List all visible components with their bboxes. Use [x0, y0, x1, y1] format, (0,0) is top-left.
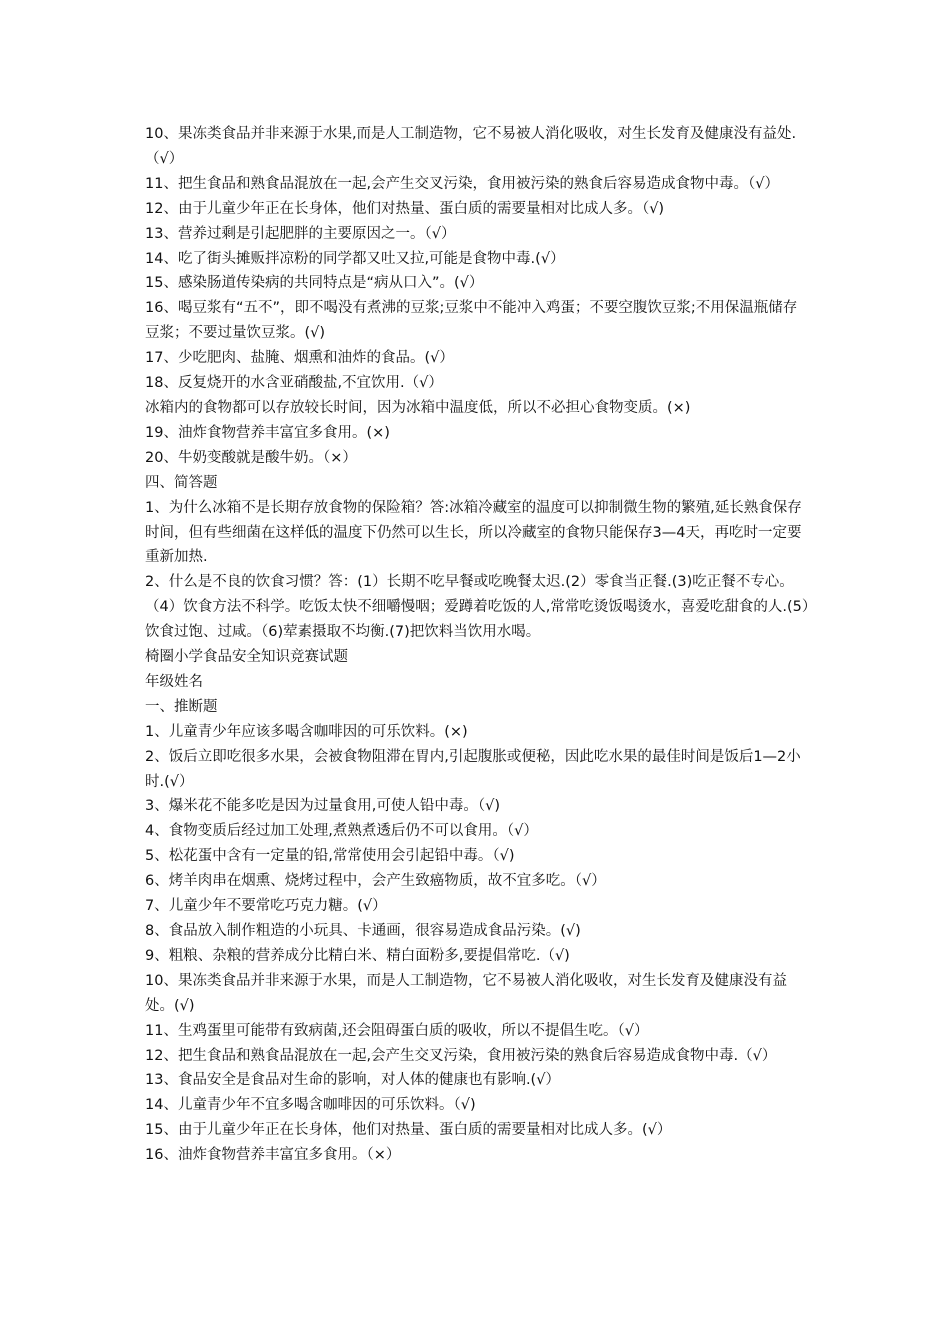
- text-line: 18、反复烧开的水含亚硝酸盐,不宜饮用.（√）: [145, 375, 443, 392]
- text-line: 16、油炸食物营养丰富宜多食用。（×）: [145, 1147, 401, 1164]
- text-line: 7、儿童少年不要常吃巧克力糖。(√）: [145, 898, 387, 915]
- text-line: 10、果冻类食品并非来源于水果,而是人工制造物，它不易被人消化吸收，对生长发育及健康没有益处.（√）: [145, 126, 797, 167]
- text-line: 15、感染肠道传染病的共同特点是“病从口入”。(√）: [145, 275, 484, 292]
- section-heading: 一、推断题: [145, 698, 218, 715]
- text-line: 20、牛奶变酸就是酸牛奶。（×）: [145, 449, 357, 466]
- text-line: 15、由于儿童少年正在长身体，他们对热量、蛋白质的需要量相对比成人多。(√）: [145, 1122, 672, 1139]
- text-line: 11、把生食品和熟食品混放在一起,会产生交叉污染，食用被污染的熟食后容易造成食物中毒。（√）: [145, 175, 780, 192]
- text-line: 5、松花蛋中含有一定量的铅,常常使用会引起铅中毒。（√): [145, 848, 515, 865]
- text-line: 1、为什么冰箱不是长期存放食物的保险箱？答:冰箱冷藏室的温度可以抑制微生物的繁殖,延长熟食保存时间，但有些细菌在这样低的温度下仍然可以生长，所以冷藏室的食物只能保存3—4天，再吃时一定要重新加热.: [145, 499, 802, 566]
- document-title: 椅圈小学食品安全知识竞赛试题: [145, 649, 348, 666]
- text-line: 6、烤羊肉串在烟熏、烧烤过程中，会产生致癌物质，故不宜多吃。（√）: [145, 873, 606, 890]
- text-line: 16、喝豆浆有“五不”，即不喝没有煮沸的豆浆;豆浆中不能冲入鸡蛋；不要空腹饮豆浆;不用保温瓶储存豆浆；不要过量饮豆浆。(√): [145, 300, 798, 342]
- text-line: 12、把生食品和熟食品混放在一起,会产生交叉污染，食用被污染的熟食后容易造成食物中毒.（√）: [145, 1047, 777, 1064]
- document-body: [145, 122, 810, 1168]
- text-line: 冰箱内的食物都可以存放较长时间，因为冰箱中温度低，所以不必担心食物变质。(×): [145, 399, 691, 416]
- text-line: 9、粗粮、杂粮的营养成分比精白米、精白面粉多,要提倡常吃.（√): [145, 947, 570, 964]
- text-line: 19、油炸食物营养丰富宜多食用。(×): [145, 424, 390, 441]
- text-line: 12、由于儿童少年正在长身体，他们对热量、蛋白质的需要量相对比成人多。（√): [145, 200, 665, 217]
- section-heading: 四、简答题: [145, 474, 218, 491]
- text-line: 13、食品安全是食品对生命的影响，对人体的健康也有影响.(√）: [145, 1072, 560, 1089]
- grade-name-line: 年级姓名: [145, 673, 203, 690]
- text-line: 14、儿童青少年不宜多喝含咖啡因的可乐饮料。（√): [145, 1097, 476, 1114]
- text-line: 10、果冻类食品并非来源于水果，而是人工制造物，它不易被人消化吸收，对生长发育及健康没有益处。(√): [145, 972, 787, 1014]
- text-line: 1、儿童青少年应该多喝含咖啡因的可乐饮料。(×): [145, 723, 468, 740]
- text-line: 4、食物变质后经过加工处理,煮熟煮透后仍不可以食用。（√）: [145, 823, 538, 840]
- text-line: 2、饭后立即吃很多水果，会被食物阻滞在胃内,引起腹胀或便秘，因此吃水果的最佳时间是饭后1—2小时.(√）: [145, 748, 801, 790]
- text-line: 3、爆米花不能多吃是因为过量食用,可使人铅中毒。（√): [145, 798, 500, 815]
- text-line: 13、营养过剩是引起肥胖的主要原因之一。（√）: [145, 225, 456, 242]
- text-line: 17、少吃肥肉、盐腌、烟熏和油炸的食品。(√）: [145, 350, 454, 367]
- text-line: 8、食品放入制作粗造的小玩具、卡通画，很容易造成食品污染。(√): [145, 923, 581, 939]
- text-line: 14、吃了街头摊贩拌凉粉的同学都又吐又拉,可能是食物中毒.(√）: [145, 250, 565, 267]
- text-line: 2、什么是不良的饮食习惯？答：(1）长期不吃早餐或吃晚餐太迟.(2）零食当正餐.(3)吃正餐不专心。（4）饮食方法不科学。吃饭太快不细嚼慢咽；爱蹲着吃饭的人,常常吃烫饭喝烫水，喜爱吃甜食的人.(5）饮食过饱、过咸。（6)荤素摄取不均衡.(7)把饮料当饮用水喝。: [145, 574, 810, 641]
- text-line: 11、生鸡蛋里可能带有致病菌,还会阻碍蛋白质的吸收，所以不提倡生吃。（√）: [145, 1022, 649, 1039]
